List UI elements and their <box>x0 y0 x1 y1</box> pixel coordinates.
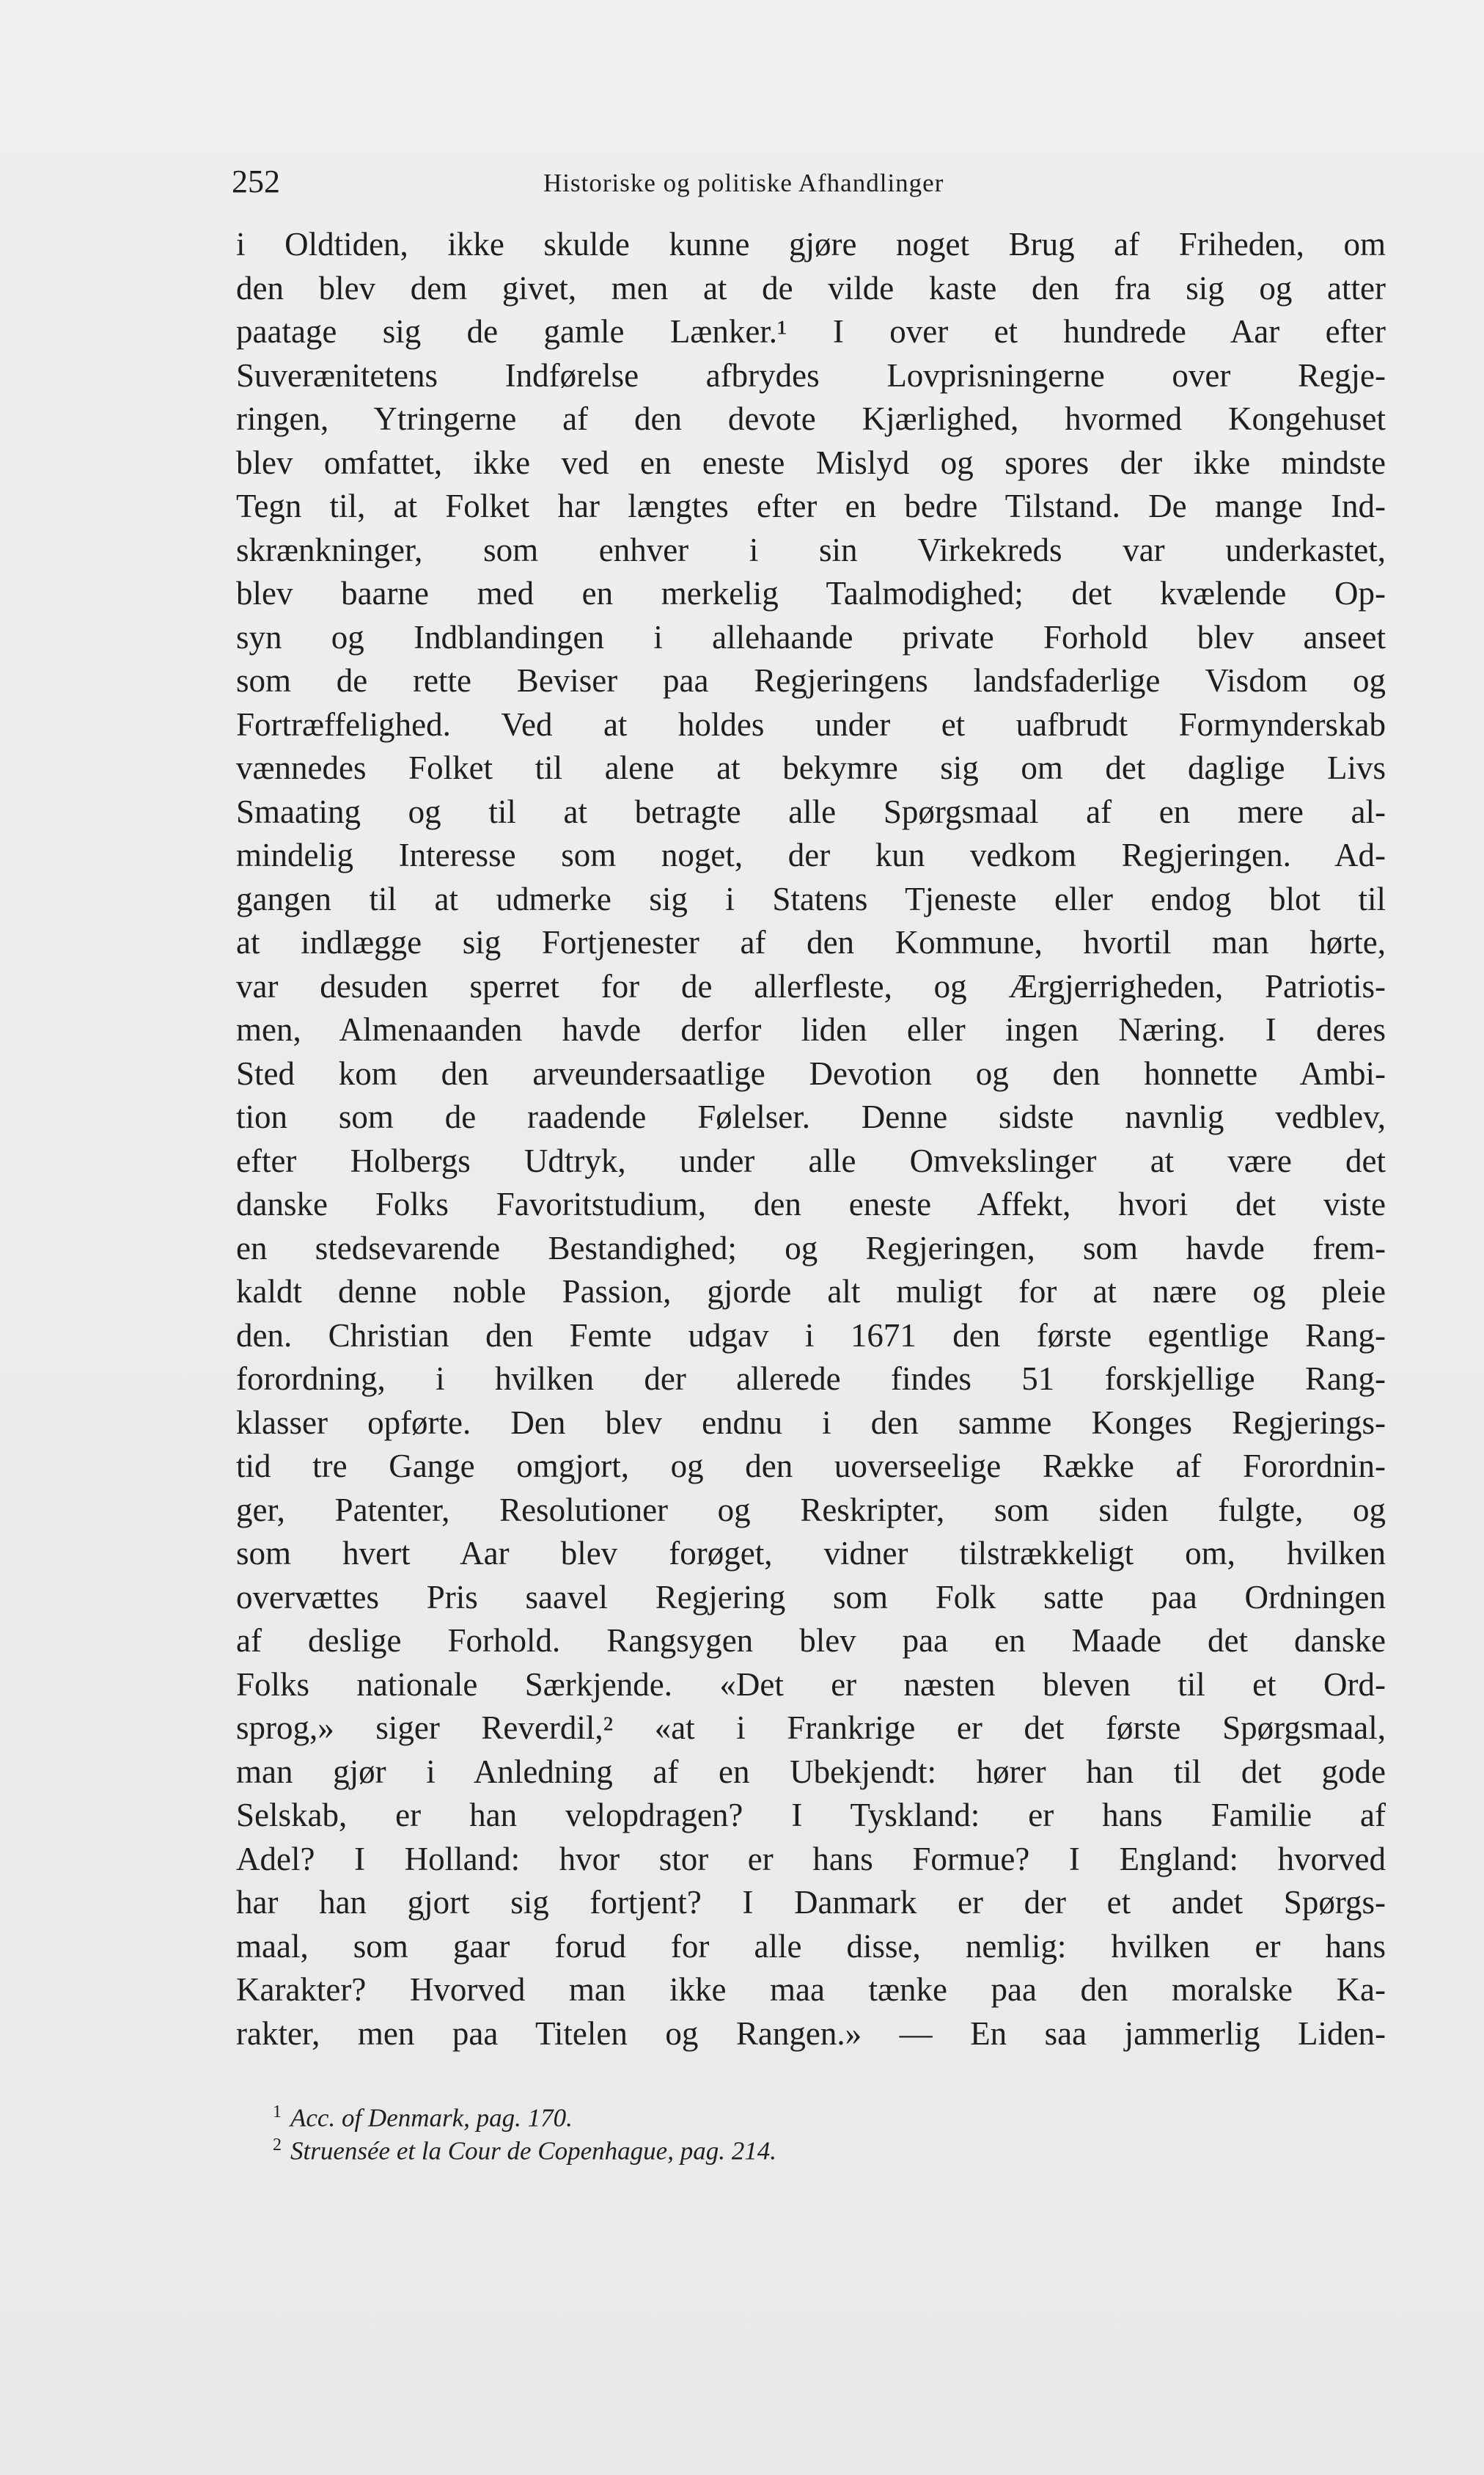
text-line: Selskab, er han velopdragen? I Tyskland: er hans Familie af <box>236 1797 1386 1833</box>
text-line: klasser opførte. Den blev endnu i den samme Konges Regjerings- <box>236 1404 1386 1441</box>
text-line: at indlægge sig Fortjenester af den Kommune, hvortil man hørte, <box>236 924 1386 961</box>
text-line: i Oldtiden, ikke skulde kunne gjøre noget Brug af Friheden, om <box>236 226 1386 263</box>
text-line: tion som de raadende Følelser. Denne sidste navnlig vedblev, <box>236 1099 1386 1135</box>
text-line: overvættes Pris saavel Regjering som Folk satte paa Ordningen <box>236 1578 1386 1616</box>
text-line: Smaating og til at betragte alle Spørgsmaal af en mere al- <box>236 793 1386 830</box>
footnote <box>273 2096 1373 2133</box>
text-line: Folks nationale Særkjende. «Det er næsten bleven til et Ord- <box>236 1665 1386 1703</box>
text-line: Suverænitetens Indførelse afbrydes Lovprisningerne over Regje- <box>236 356 1386 394</box>
footnote-text: Struensée et la Cour de Copenhague, pag. 214. <box>290 2136 776 2166</box>
text-line: kaldt denne noble Passion, gjorde alt muligt for at nære og pleie <box>236 1273 1386 1310</box>
text-line: den blev dem givet, men at de vilde kaste den fra sig og atter <box>236 269 1386 307</box>
footnote-mark: 1 <box>273 2102 282 2122</box>
running-title: Historiske og politiske Afhandlinger <box>543 169 944 197</box>
text-line: blev baarne med en merkelig Taalmodighed; det kvælende Op- <box>236 575 1386 612</box>
text-line: Tegn til, at Folket har længtes efter en bedre Tilstand. De mange Ind- <box>236 488 1386 524</box>
page-number: 252 <box>232 164 280 199</box>
text-line: Adel? I Holland: hvor stor er hans Formue? I England: hvorved <box>236 1840 1386 1877</box>
footnotes <box>273 2096 1373 2166</box>
text-line: sprog,» siger Reverdil,² «at i Frankrige er det første Spørgsmaal, <box>236 1709 1386 1746</box>
text-line: skrænkninger, som enhver i sin Virkekreds var underkastet, <box>236 531 1386 568</box>
footnote-mark: 2 <box>273 2135 282 2155</box>
text-line: forordning, i hvilken der allerede findes 51 forskjellige Rang- <box>236 1360 1386 1397</box>
text-line: Fortræffelighed. Ved at holdes under et uafbrudt Formynderskab <box>236 705 1386 743</box>
footnote <box>273 2129 1373 2166</box>
footnote-text: Acc. of Denmark, pag. 170. <box>290 2103 573 2133</box>
text-line: den. Christian den Femte udgav i 1671 den første egentlige Rang- <box>236 1316 1386 1354</box>
text-line: danske Folks Favoritstudium, den eneste Affekt, hvori det viste <box>236 1186 1386 1222</box>
text-line: ger, Patenter, Resolutioner og Reskripter, som siden fulgte, og <box>236 1491 1386 1528</box>
text-line: men, Almenaanden havde derfor liden eller ingen Næring. I deres <box>236 1011 1386 1048</box>
text-line: Sted kom den arveundersaatlige Devotion og den honnette Ambi- <box>236 1055 1386 1092</box>
text-line: var desuden sperret for de allerfleste, og Ærgjerrigheden, Patriotis- <box>236 967 1386 1005</box>
running-head <box>232 163 1386 207</box>
text-line: af deslige Forhold. Rangsygen blev paa en Maade det danske <box>236 1622 1386 1659</box>
text-line: efter Holbergs Udtryk, under alle Omvekslinger at være det <box>236 1142 1386 1179</box>
text-line: Karakter? Hvorved man ikke maa tænke paa den moralske Ka- <box>236 1971 1386 2008</box>
body-text <box>236 223 1386 2056</box>
text-line: man gjør i Anledning af en Ubekjendt: hører han til det gode <box>236 1753 1386 1790</box>
text-line: har han gjort sig fortjent? I Danmark er der et andet Spørgs- <box>236 1884 1386 1921</box>
text-line: tid tre Gange omgjort, og den uoverseelige Række af Forordnin- <box>236 1448 1386 1484</box>
text-line: som de rette Beviser paa Regjeringens landsfaderlige Visdom og <box>236 662 1386 699</box>
text-line: blev omfattet, ikke ved en eneste Mislyd og spores der ikke mindste <box>236 444 1386 481</box>
text-line: syn og Indblandingen i allehaande private Forhold blev anseet <box>236 618 1386 656</box>
text-line: rakter, men paa Titelen og Rangen.» — En saa jammerlig Liden- <box>236 2014 1386 2052</box>
text-line: gangen til at udmerke sig i Statens Tjeneste eller endog blot til <box>236 880 1386 917</box>
text-line: mindelig Interesse som noget, der kun vedkom Regjeringen. Ad- <box>236 837 1386 873</box>
text-line: ringen, Ytringerne af den devote Kjærlighed, hvormed Kongehuset <box>236 400 1386 437</box>
text-line: paatage sig de gamle Lænker.¹ I over et hundrede Aar efter <box>236 313 1386 350</box>
text-line: som hvert Aar blev forøget, vidner tilstrækkeligt om, hvilken <box>236 1535 1386 1572</box>
text-line: vænnedes Folket til alene at bekymre sig om det daglige Livs <box>236 749 1386 786</box>
text-line: maal, som gaar forud for alle disse, nemlig: hvilken er hans <box>236 1927 1386 1965</box>
text-line: en stedsevarende Bestandighed; og Regjeringen, som havde frem- <box>236 1229 1386 1266</box>
